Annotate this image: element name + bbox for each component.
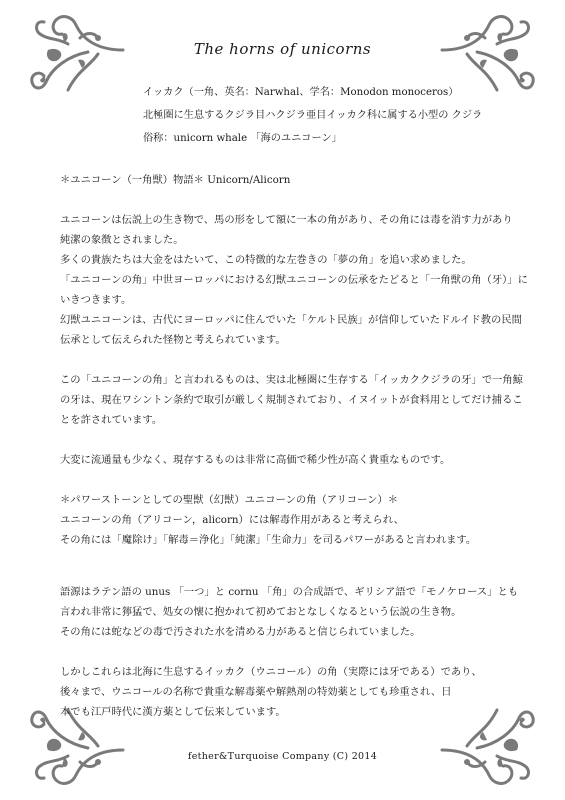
paragraph-line: 伝承として伝えられた怪物と考えられています。 — [60, 334, 286, 346]
paragraph-line: ユニコーンは伝説上の生き物で、馬の形をして額に一本の角があり、その角には毒を消す力があり — [60, 214, 513, 226]
copyright-footer: fether&Turquoise Company (C) 2014 — [187, 751, 378, 762]
paragraph-line: 多くの貴族たちは大金をはたいて、この特徴的な左巻きの「夢の角」を追い求めました。 — [60, 254, 472, 266]
page-title: The horns of unicorns — [193, 40, 372, 58]
paragraph-line: 本でも江戸時代に漢方薬として伝来しています。 — [60, 706, 286, 718]
paragraph-line: この「ユニコーンの角」と言われるものは、実は北極圏に生存する「イッカククジラの牙」で一角鯨 — [60, 374, 523, 386]
paragraph-line: 「ユニコーンの角」中世ヨーロッパにおける幻獣ユニコーンの伝承をたどると「一角獣の角（牙）」に — [60, 274, 528, 286]
section-heading-power-stone: ＊パワーストーンとしての聖獣（幻獣）ユニコーンの角（アリコーン）＊ — [60, 494, 399, 506]
paragraph-line: その角には蛇などの毒で汚された水を清める力があると信じられていました。 — [60, 626, 421, 638]
paragraph-line: 純潔の象徴とされました。 — [60, 234, 184, 246]
section-heading-unicorn-story: ＊ユニコーン（一角獣）物語＊ Unicorn/Alicorn — [60, 174, 291, 186]
paragraph-line: 大変に流通量も少なく、現存するものは非常に高価で稀少性が高く貴重なものです。 — [60, 454, 451, 466]
paragraph-line: いきつきます。 — [60, 294, 132, 306]
header-line-name: イッカク（一角、英名：Narwhal、学名：Monodon monoceros） — [143, 87, 459, 98]
species-header — [143, 86, 543, 155]
header-line-nickname: 俗称：unicorn whale 「海のユニコーン」 — [143, 133, 342, 144]
paragraph-line: とを許されています。 — [60, 414, 163, 426]
paragraph-line: ユニコーンの角（アリコーン，alicorn）には解毒作用があると考えられ、 — [60, 514, 404, 526]
paragraph-line: 語源はラテン語の unus 「一つ」と cornu 「角」の合成語で、ギリシア語で「モノケロース」とも — [60, 586, 519, 598]
paragraph-line: 後々まで、ウニコールの名称で貴重な解毒薬や解熱剤の特効薬としても珍重され、日 — [60, 686, 452, 698]
header-line-habitat: 北極圏に生息するクジラ目ハクジラ亜目イッカク科に属する小型の クジラ — [143, 110, 483, 121]
paragraph-line: 言われ非常に獰猛で、処女の懐に抱かれて初めておとなしくなるという伝説の生き物。 — [60, 606, 462, 618]
paragraph-line: その角には「魔除け」「解毒＝浄化」「純潔」「生命力」を司るパワーがあると言われます。 — [60, 534, 477, 546]
paragraph-line: の牙は、現在ワシントン条約で取引が厳しく規制されており、イヌイットが食料用としてだけ捕るこ — [60, 394, 523, 406]
article-body — [60, 170, 545, 722]
paragraph-line: 幻獣ユニコーンは、古代にヨーロッパに住んでいた「ケルト民族」が信仰していたドルイド教の民間 — [60, 314, 522, 326]
paragraph-line: しかしこれらは北海に生息するイッカク（ウニコール）の角（実際には牙である）であり、 — [60, 666, 482, 678]
